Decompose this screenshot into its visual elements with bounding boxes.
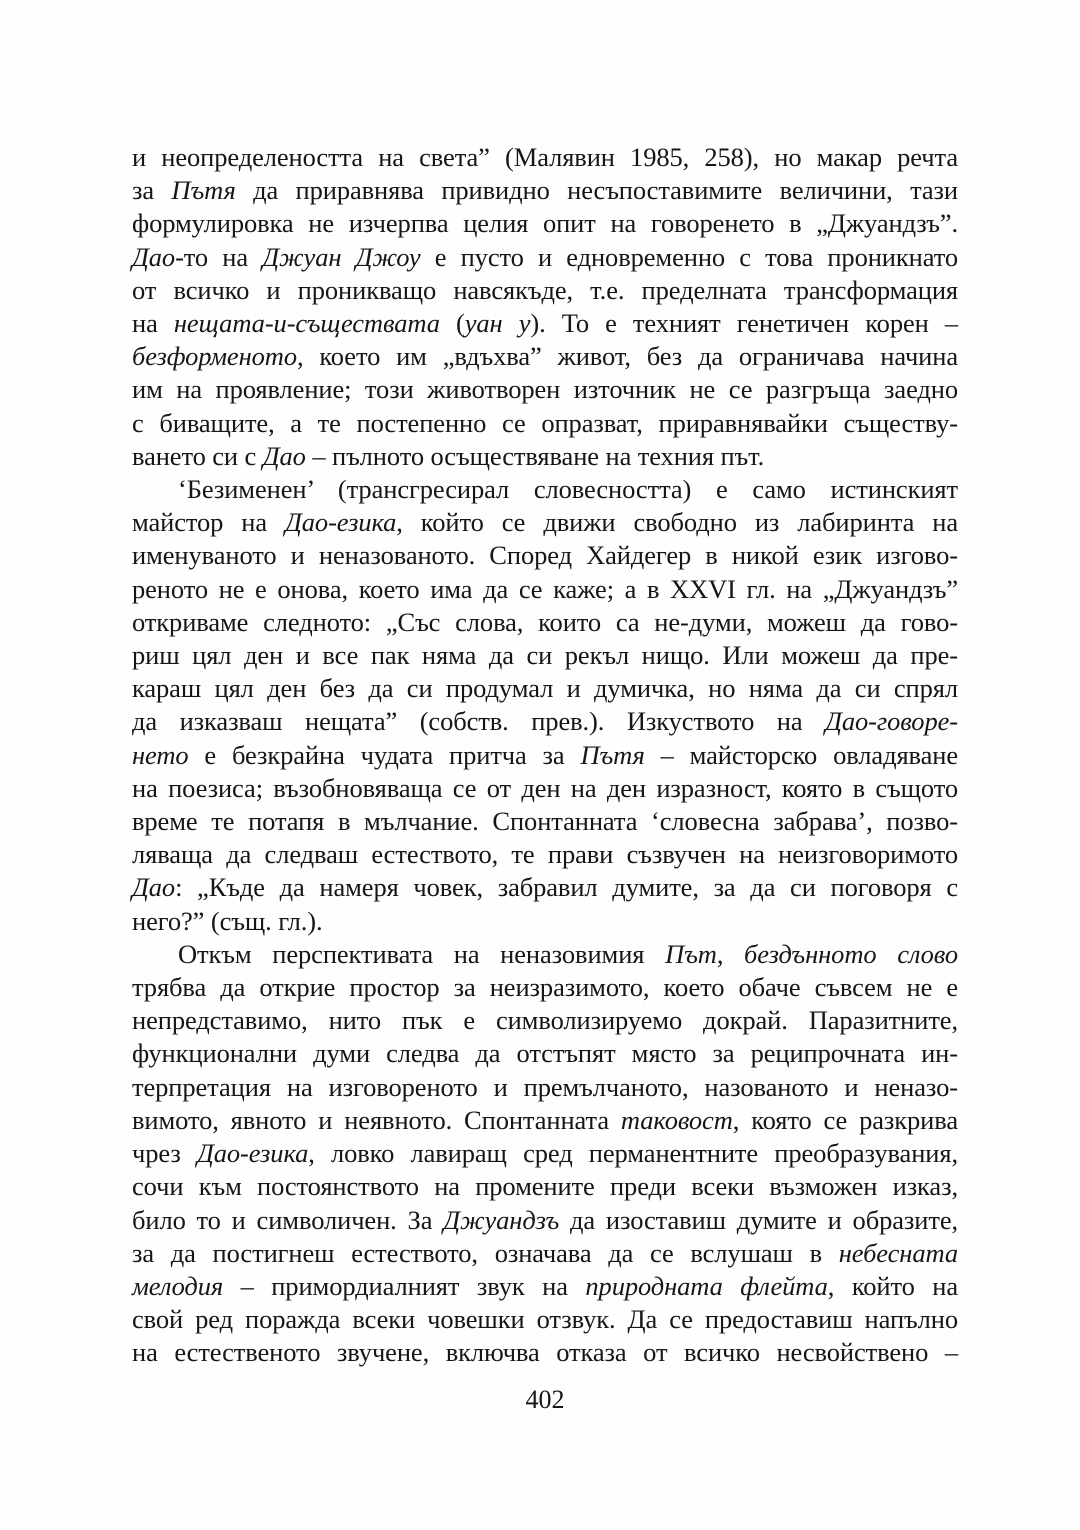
text-line: [132, 440, 958, 473]
body-text: трябва да открие простор за неизразимото, което обаче съвсем не е: [132, 972, 958, 1003]
text-line: [132, 207, 958, 240]
italic-text: безформеното: [132, 341, 297, 372]
italic-text: Дао-езика: [196, 1138, 309, 1169]
italic-text: Дао-езика: [285, 507, 397, 538]
text-line: [132, 373, 958, 406]
paragraph: [132, 141, 958, 473]
body-text: е безкрайна чудата притча за: [188, 739, 581, 770]
italic-text: Дао: [132, 241, 176, 272]
body-text: и неопределеността на света” (Малявин 1985, 258), но макар речта: [132, 142, 958, 172]
body-text: да приравнява привидно несъпоставимите величини, тази: [235, 175, 958, 206]
italic-text: Дао-говоре-: [825, 706, 958, 737]
body-text: него?” (същ. гл.).: [132, 905, 323, 936]
text-line: [132, 1270, 958, 1303]
body-text: е пусто и едновременно с това проникнато: [420, 241, 958, 272]
text-line: [132, 1104, 958, 1137]
body-text: майстор на: [132, 507, 286, 538]
italic-text: Пътя: [580, 739, 645, 770]
text-line: [132, 340, 958, 373]
page-number: 402: [525, 1385, 565, 1414]
body-text: сочи към постоянството на промените преди всеки възможен изказ,: [132, 1171, 958, 1202]
text-line: [132, 407, 958, 440]
body-text: ването си с: [132, 440, 263, 471]
body-text: ляваща да следваш естеството, те прави съзвучен на неизговоримото: [132, 839, 958, 870]
italic-text: Пътя: [171, 175, 236, 206]
body-text: реното не е онова, което има да се каже; а в XXVI гл. на „Джуандзъ”: [132, 573, 958, 604]
body-text: непредставимо, нито пък е символизируемо докрай. Паразитните,: [132, 1005, 958, 1036]
text-line: [132, 1170, 958, 1203]
italic-text: Дао: [262, 440, 306, 471]
body-text: Откъм перспективата на неназовимия: [178, 938, 666, 969]
text-line: [132, 1237, 958, 1270]
paragraph: [132, 473, 958, 938]
body-text: време те потапя в мълчание. Спонтанната ‘словесна забрава’, позво-: [132, 806, 958, 837]
text-line: [132, 639, 958, 672]
text-line: [132, 506, 958, 539]
body-text: ). То е техният генетичен корен –: [530, 308, 958, 339]
text-line: [132, 1071, 958, 1104]
page-text: [132, 141, 958, 1370]
italic-text: Джуандзъ: [443, 1204, 560, 1235]
text-line: [132, 971, 958, 1004]
italic-text: нещата-и-съществата: [173, 308, 440, 339]
body-text: , което им „вдъхва” живот, без да ограничава начина: [296, 341, 958, 372]
text-line: [132, 1204, 958, 1237]
body-text: , ловко лавиращ сред перманентните преобразувания,: [308, 1138, 958, 1169]
italic-text: уан у: [464, 308, 531, 339]
body-text: (: [439, 308, 465, 339]
body-text: -то на: [175, 241, 263, 272]
text-line: [132, 573, 958, 606]
italic-text: бездънното слово: [744, 938, 959, 969]
text-line: [132, 1004, 958, 1037]
body-text: именуваното и неназованото. Според Хайдегер в никой език изгово-: [132, 540, 958, 571]
italic-text: Път: [665, 938, 717, 969]
text-line: [132, 1037, 958, 1070]
body-text: – пълното осъществяване на техния път.: [305, 440, 765, 471]
body-text: за: [132, 175, 172, 206]
body-text: им на проявление; този животворен източник не се разгръща заедно: [132, 374, 958, 405]
body-text: риш цял ден и все пак няма да си рекъл нищо. Или можеш да пре-: [132, 640, 958, 671]
body-text: ,: [716, 938, 745, 969]
body-text: чрез: [132, 1138, 197, 1169]
italic-text: нето: [132, 739, 189, 770]
text-line: [132, 938, 958, 971]
text-line: [132, 473, 958, 506]
body-text: караш цял ден без да си продумал и думичка, но няма да си спрял: [132, 673, 958, 704]
body-text: , който на: [827, 1270, 958, 1301]
text-line: [132, 805, 958, 838]
text-line: [132, 307, 958, 340]
body-text: да изказваш нещата” (собств. прев.). Изкуството на: [132, 706, 826, 737]
body-text: на естественото звучене, включва отказа от всичко несвойствено –: [132, 1337, 958, 1368]
text-line: [132, 141, 958, 174]
body-text: от всичко и проникващо навсякъде, т.е. пределната трансформация: [132, 274, 958, 305]
italic-text: таковост: [620, 1104, 733, 1135]
text-line: [132, 274, 958, 307]
text-line: [132, 1137, 958, 1170]
body-text: с биващите, а те постепенно се опразват, приравнявайки съществу-: [132, 407, 958, 438]
text-line: [132, 772, 958, 805]
body-text: – майсторско овладяване: [644, 739, 959, 770]
paragraph: [132, 938, 958, 1370]
body-text: формулировка не изчерпва целия опит на говоренето в „Джуандзъ”.: [132, 208, 958, 239]
body-text: терпретация на изговореното и премълчаното, назованото и неназо-: [132, 1071, 958, 1102]
body-text: , която се разкрива: [732, 1104, 958, 1135]
body-text: вимото, явното и неявното. Спонтанната: [132, 1104, 621, 1135]
text-line: [132, 905, 958, 938]
body-text: : „Къде да намеря човек, забравил думите, за да си поговоря с: [175, 872, 958, 903]
body-text: за да постигнеш естеството, означава да се вслушаш в: [132, 1237, 839, 1268]
body-text: свой ред поражда всеки човешки отзвук. Да се предоставиш напълно: [132, 1304, 958, 1335]
italic-text: небесната: [838, 1237, 958, 1268]
text-line: [132, 871, 958, 904]
text-line: [132, 539, 958, 572]
body-text: било то и символичен. За: [132, 1204, 444, 1235]
text-line: [132, 1303, 958, 1336]
body-text: да изоставиш думите и образите,: [559, 1204, 959, 1235]
italic-text: мелодия: [132, 1270, 224, 1301]
text-line: [132, 838, 958, 871]
body-text: на поезиса; възобновяваща се от ден на ден изразност, която в същото: [132, 772, 958, 803]
body-text: функционални думи следва да отстъпят място за реципрочната ин-: [132, 1038, 958, 1069]
text-line: [132, 606, 958, 639]
italic-text: Дао: [132, 872, 176, 903]
text-line: [132, 1336, 958, 1369]
body-text: , който се движи свободно из лабиринта на: [396, 507, 959, 538]
text-line: [132, 739, 958, 772]
text-line: [132, 241, 958, 274]
italic-text: Джуан Джоу: [262, 241, 421, 272]
italic-text: природната флейта: [585, 1270, 828, 1301]
text-line: [132, 705, 958, 738]
body-text: – примордиалният звук на: [223, 1270, 586, 1301]
body-text: ‘Безименен’ (трансгресирал словесността) е само истинският: [178, 474, 958, 505]
text-line: [132, 174, 958, 207]
body-text: откриваме следното: „Със слова, които са не-думи, можеш да гово-: [132, 606, 958, 637]
body-text: на: [132, 308, 174, 339]
text-line: [132, 672, 958, 705]
